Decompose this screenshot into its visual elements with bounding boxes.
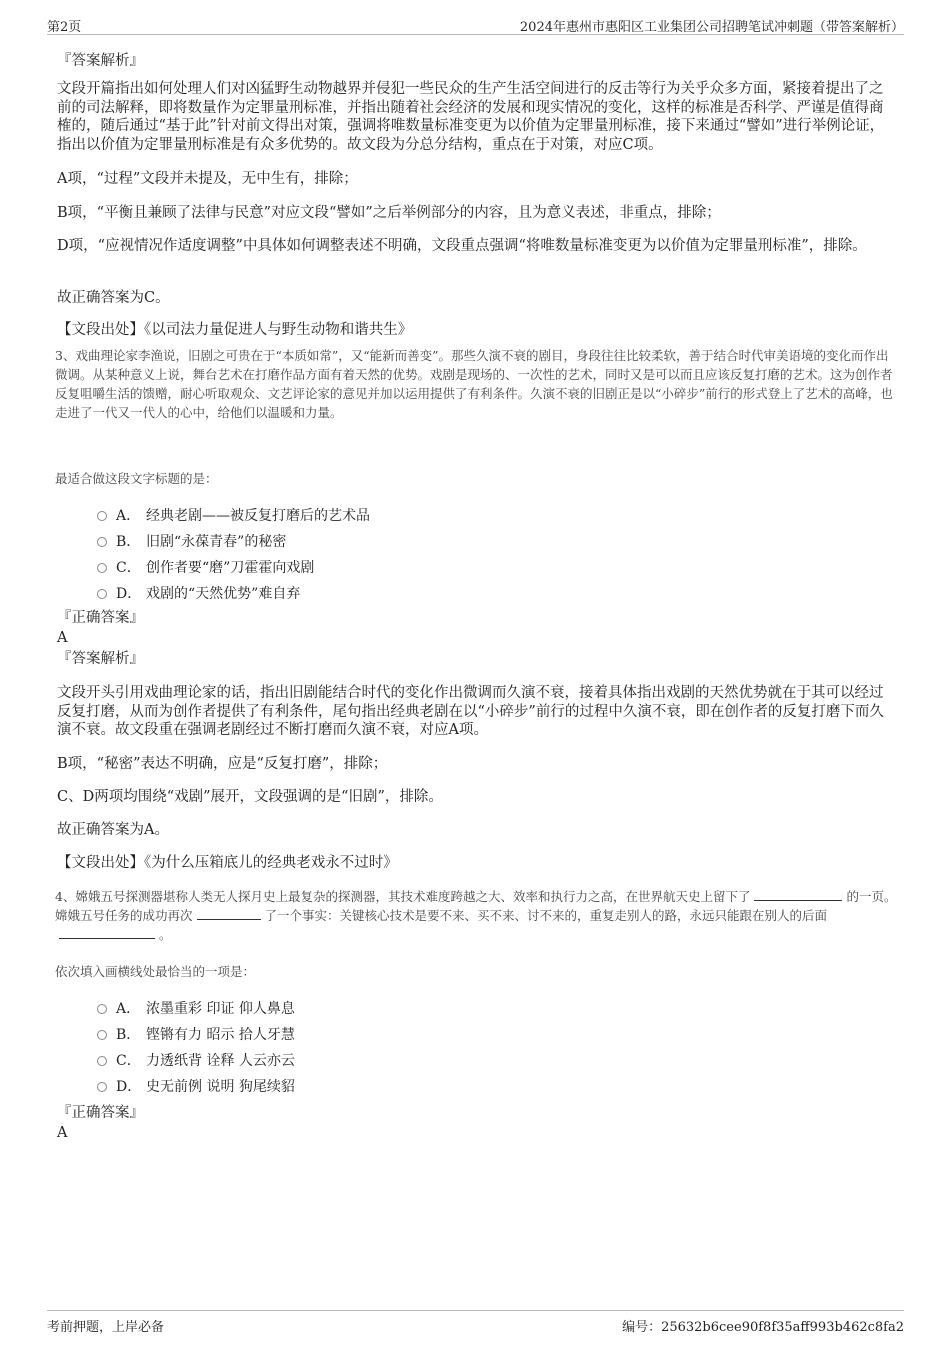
q3-option-c[interactable]: C． 创作者要“磨”刀霍霍向戏剧 [97,557,314,577]
q3-stem: 3、戏曲理论家李渔说，旧剧之可贵在于“本质如常”，又“能新而善变”。那些久演不衰的剧目，身段往往比较柔软，善于结合时代审美语境的变化而作出微调。从某种意义上说，舞台艺术在打磨作品方面有着天然的优势。戏剧是现场的、一次性的艺术，同时又是可以而且应该反复打磨的艺术。这为创作者反复咀嚼生活的馈赠，耐心听取观众、文艺评论家的意见并加以运用提供了有利条件。久演不衰的旧剧正是以“小碎步”前行的形式登上了艺术的高峰，也走进了一代又一代人的心中，给他们以温暖和力量。 [55,348,893,420]
q3-option-a[interactable]: A． 经典老剧——被反复打磨后的艺术品 [97,505,370,525]
document-id: 编号：25632b6cee90f8f35aff993b462c8fa2 [622,1320,904,1335]
q3-option-b[interactable]: B． 旧剧“永葆青春”的秘密 [97,531,286,551]
q3-analysis-label: 『答案解析』 [57,651,144,667]
q4-option-d[interactable]: D． 史无前例 说明 狗尾续貂 [97,1076,295,1096]
q2-analysis-label: 『答案解析』 [57,53,144,69]
blank-1 [754,888,842,901]
blank-3 [59,926,155,939]
radio-icon[interactable] [97,1056,107,1066]
q4-answer-label: 『正确答案』 [57,1105,144,1121]
q3-conclusion: 故正确答案为A。 [57,822,169,838]
q4-option-c[interactable]: C． 力透纸背 诠释 人云亦云 [97,1050,295,1070]
blank-2 [197,907,261,920]
q2-source: 【文段出处】《以司法力量促进人与野生动物和谐共生》 [57,322,413,338]
q3-analysis-para2: B项，“秘密”表达不明确，应是“反复打磨”，排除； [57,756,388,772]
q2-conclusion: 故正确答案为C。 [57,290,170,306]
q3-source: 【文段出处】《为什么压箱底儿的经典老戏永不过时》 [57,855,398,871]
q4-answer: A [57,1125,68,1141]
q3-answer: A [57,630,68,646]
q2-analysis-para4: D项，“应视情况作适度调整”中具体如何调整表述不明确，文段重点强调“将唯数量标准变更为以价值为定罪量刑标准”，排除。 [57,238,867,254]
q3-option-d[interactable]: D． 戏剧的“天然优势”难自弃 [97,583,300,603]
radio-icon[interactable] [97,1004,107,1014]
q4-option-b[interactable]: B． 铿锵有力 昭示 拾人牙慧 [97,1024,295,1044]
radio-icon[interactable] [97,537,107,547]
footer-slogan: 考前押题，上岸必备 [47,1320,165,1335]
q4-prompt: 依次填入画横线处最恰当的一项是： [55,964,256,979]
q2-analysis-para3: B项，“平衡且兼顾了法律与民意”对应文段“譬如”之后举例部分的内容，且为意义表述，非重点，排除； [57,205,721,221]
page-footer [47,1310,904,1337]
radio-icon[interactable] [97,1030,107,1040]
q3-analysis-para1: 文段开头引用戏曲理论家的话，指出旧剧能结合时代的变化作出微调而久演不衰，接着具体指出戏剧的天然优势就在于其可以经过反复打磨，从而为创作者提供了有利条件，尾句指出经典老剧在以“小碎步”前行的过程中久演不衰，即在创作者的反复打磨下而久演不衰。故文段重在强调老剧经过不断打磨而久演不衰，对应A项。 [57,685,884,738]
page-number: 第2页 [47,20,82,35]
radio-icon[interactable] [97,511,107,521]
q3-answer-label: 『正确答案』 [57,610,144,626]
radio-icon[interactable] [97,1082,107,1092]
radio-icon[interactable] [97,589,107,599]
q3-analysis-para3: C、D两项均围绕“戏剧”展开，文段强调的是“旧剧”，排除。 [57,789,443,805]
q4-option-a[interactable]: A． 浓墨重彩 印证 仰人鼻息 [97,998,295,1018]
q2-analysis-para2: A项，“过程”文段并未提及，无中生有，排除； [57,171,358,187]
page-header [47,14,904,35]
radio-icon[interactable] [97,563,107,573]
document-title: 2024年惠州市惠阳区工业集团公司招聘笔试冲刺题（带答案解析） [519,20,904,35]
q4-stem: 4、嫦娥五号探测器堪称人类无人探月史上最复杂的探测器，其技术难度跨越之大、效率和执行力之高，在世界航天史上留下了 的一页。嫦娥五号任务的成功再次 了一个事实：关键核心技术是要不来、买不来、讨不来的，重复走别人的路，永远只能跟在别人的后面。 [55,889,897,942]
q3-prompt: 最适合做这段文字标题的是： [55,471,218,486]
q2-analysis-para1: 文段开篇指出如何处理人们对凶猛野生动物越界并侵犯一些民众的生产生活空间进行的反击等行为关乎众多方面，紧接着提出了之前的司法解释，即将数量作为定罪量刑标准，并指出随着社会经济的发展和现实情况的变化，这样的标准是否科学、严谨是值得商榷的，随后通过“基于此”针对前文得出对策，强调将唯数量标准变更为以价值为定罪量刑标准，接下来通过“譬如”进行举例论证，指出以价值为定罪量刑标准是有众多优势的。故文段为分总分结构，重点在于对策，对应C项。 [57,81,885,153]
